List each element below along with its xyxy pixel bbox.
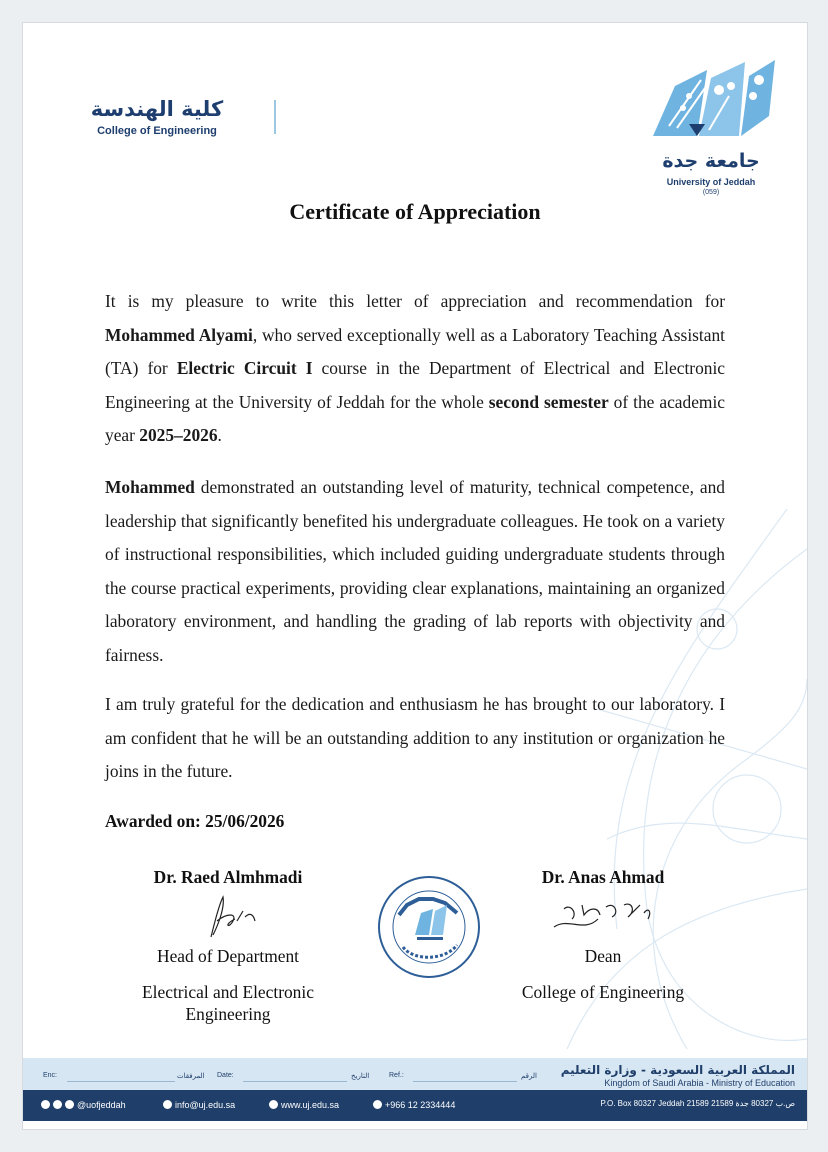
- college-name-ar: كلية الهندسة: [90, 97, 224, 121]
- social-icon: [41, 1100, 50, 1109]
- p2-text: demonstrated an outstanding level of maturity, technical competence, and leadership that significantly benefited his undergraduate colleagues. He took on a variety of instructional responsibilities, which included guiding undergraduate students through the course practical experiments, providing clear explanations, maintaining an organized laboratory environment, and handling the grading of lab reports with objectivity and fairness.: [105, 477, 725, 665]
- email-icon: [163, 1100, 172, 1109]
- ministry-name-en: Kingdom of Saudi Arabia - Ministry of Education: [604, 1078, 795, 1088]
- p1-text-5: .: [217, 425, 222, 445]
- ministry-name-ar: المملكة العربية السعودية - وزارة التعليم: [560, 1063, 795, 1077]
- p1-text-1: It is my pleasure to write this letter of appreciation and recommendation for: [105, 291, 725, 311]
- website-text: www.uj.edu.sa: [281, 1100, 340, 1110]
- certificate-title: Certificate of Appreciation: [289, 199, 541, 224]
- website-link[interactable]: [269, 1100, 339, 1110]
- signatory-dept-head: Electrical and Electronic Engineering: [142, 982, 314, 1024]
- signature-block-head: [113, 865, 343, 1025]
- university-code: (059): [702, 189, 720, 196]
- recipient-name: Mohammed Alyami: [105, 324, 253, 345]
- social-handle-text: @uofjeddah: [77, 1100, 126, 1110]
- enc-label-ar: المرفقات: [177, 1073, 205, 1080]
- signatory-name-dean: Dr. Anas Ahmad: [541, 867, 665, 887]
- semester: second semester: [488, 391, 609, 412]
- signatory-role-dean: Dean: [584, 946, 622, 966]
- phone-text: +966 12 2334444: [385, 1100, 456, 1110]
- paragraph-recommendation: [105, 285, 725, 453]
- social-icon: [65, 1100, 74, 1109]
- paragraph-performance: [105, 471, 725, 672]
- enc-label-en: Enc:: [43, 1072, 58, 1079]
- university-emblem-icon: [649, 56, 777, 142]
- globe-icon: [269, 1100, 278, 1109]
- signature-dean: [503, 889, 703, 945]
- ministry-block: [533, 1063, 795, 1088]
- date-label-ar: التاريخ: [351, 1073, 370, 1080]
- p1-text-3: course in the Department of Electrical and Electronic Engineering at the University of Jeddah for the whole: [105, 358, 726, 412]
- email-link[interactable]: [163, 1100, 235, 1110]
- social-icon: [53, 1100, 62, 1109]
- phone-link[interactable]: [373, 1100, 455, 1110]
- social-handle[interactable]: [41, 1100, 126, 1110]
- date-field: [243, 1081, 347, 1082]
- signature-block-dean: [503, 865, 703, 1003]
- college-logo: [77, 97, 237, 137]
- college-seal-stamp: [377, 875, 481, 979]
- university-name-ar: جامعة جدة: [662, 150, 760, 172]
- p1-text-4: of the academic year: [105, 391, 726, 445]
- header-divider: [274, 100, 276, 134]
- university-name-en: University of Jeddah: [666, 177, 756, 187]
- course-name: Electric Circuit I: [176, 358, 313, 378]
- enc-field: [67, 1081, 175, 1082]
- signatory-name-head: Dr. Raed Almhmadi: [153, 867, 303, 887]
- recipient-first-name: Mohammed: [105, 477, 195, 497]
- certificate-page: [22, 22, 808, 1130]
- date-label-en: Date:: [217, 1072, 234, 1079]
- signatory-dept-dean: College of Engineering: [521, 982, 685, 1002]
- handwritten-signature-icon: [193, 891, 263, 943]
- awarded-date: Awarded on: 25/06/2026: [105, 811, 285, 831]
- email-text: info@uj.edu.sa: [175, 1100, 236, 1110]
- paragraph-gratitude: I am truly grateful for the dedication and enthusiasm he has brought to our laboratory. I am confident that he will be an outstanding addition to any institution or organization he joins in the future.: [105, 694, 725, 781]
- signatory-role-head: Head of Department: [157, 946, 299, 966]
- college-name-en: College of Engineering: [97, 125, 217, 137]
- pobox-address: P.O. Box 80327 Jeddah 21589 21589 ص.ب 80327 جدة: [600, 1099, 795, 1108]
- handwritten-signature-icon: [548, 891, 658, 937]
- ref-field: [413, 1081, 517, 1082]
- university-logo: [641, 56, 781, 222]
- academic-year: 2025–2026: [139, 425, 218, 445]
- signature-head: [113, 889, 343, 945]
- p1-text-2: , who served exceptionally well as a Laboratory Teaching Assistant (TA) for: [105, 324, 726, 378]
- ref-label-en: Ref.:: [389, 1072, 404, 1079]
- phone-icon: [373, 1100, 382, 1109]
- ref-label-ar: الرقم: [521, 1073, 537, 1080]
